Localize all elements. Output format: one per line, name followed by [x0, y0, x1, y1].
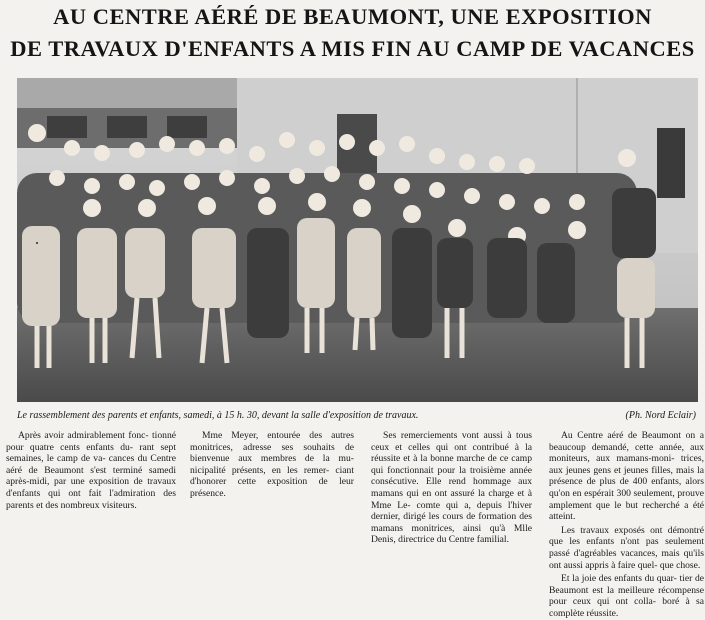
- paragraph: Mme Meyer, entourée des autres monitrices, adresse ses souhaits de bienvenue aux membres de la mu- nicipalité présents, en les remer- ciant d'honorer cette exposition de leur présence.: [190, 430, 354, 499]
- article-column-3: [371, 430, 532, 546]
- headline: [0, 2, 705, 66]
- photo-caption: [17, 405, 698, 425]
- paragraph: Les travaux exposés ont démontré que les enfants n'ont pas seulement passé d'agréables vacances, mais qu'ils ont aussi appris à faire quel- que chose.: [549, 524, 704, 571]
- group-photo-illustration: [17, 78, 698, 402]
- article-column-1: [6, 430, 176, 511]
- news-photo: [17, 78, 698, 402]
- photo-credit: (Ph. Nord Eclair): [625, 409, 696, 421]
- paragraph: Après avoir admirablement fonc- tionné pour quatre cents enfants du- rant sept semaines, le camp de va- cances du Centre aéré de Beaumont s'est terminé samedi après-midi, par une exposition de travaux d'enfants qui ont fait l'admiration des parents et des nombreux visiteurs.: [6, 430, 176, 511]
- paragraph: Au Centre aéré de Beaumont on a beaucoup demandé, cette année, aux moniteurs, aux mamans-moni- trices, aux jeunes gens et jeunes filles, mais la présence de plus de 400 enfants, alors qu'on en espérait 300 seulement, prouve amplement que le but recherché a été atteint.: [549, 430, 704, 523]
- paragraph: Et la joie des enfants du quar- tier de Beaumont est la meilleure récompense pour ceux qui ont colla- boré à sa complète réussite.: [549, 573, 704, 619]
- headline-line-2: DE TRAVAUX D'ENFANTS A MIS FIN AU CAMP DE VACANCES: [10, 36, 695, 61]
- paragraph: Ses remerciements vont aussi à tous ceux et celles qui ont contribué à la réussite et à la bonne marche de ce camp qui fonctionnait pour la troisième année consécutive. Elle rend hommage aux mamans qui en ont assuré la charge et à Mme Le- comte qui a, depuis l'hiver dernier, dirigé les cours de formation des mamans monitrices, ainsi qu'à Mlle Denis, directrice du Centre familial.: [371, 430, 532, 546]
- article-column-2: [190, 430, 354, 500]
- caption-text: Le rassemblement des parents et enfants, samedi, à 15 h. 30, devant la salle d'exposition de travaux.: [17, 409, 419, 421]
- article-column-4: [549, 430, 704, 620]
- headline-line-1: AU CENTRE AÉRÉ DE BEAUMONT, UNE EXPOSITION: [53, 4, 652, 29]
